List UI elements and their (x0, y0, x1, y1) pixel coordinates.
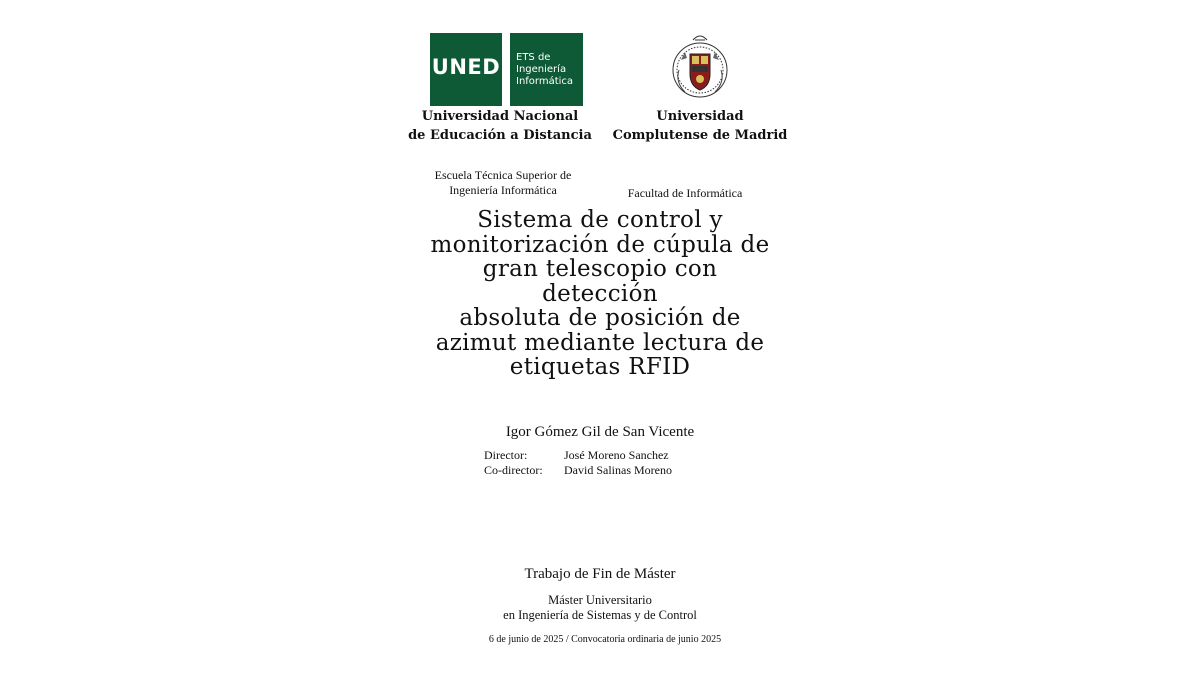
title-line: azimut mediante lectura de (435, 329, 765, 356)
school-line: Ingeniería Informática (449, 183, 557, 197)
ucm-name-line: Complutense de Madrid (612, 128, 788, 143)
ucm-faculty-name: Facultad de Informática (627, 186, 743, 200)
title-line: monitorización de cúpula de (430, 231, 770, 258)
title-line: absoluta de posición de (459, 305, 741, 331)
school-line: Escuela Técnica Superior de (434, 168, 572, 182)
supervisor-name: David Salinas Moreno (564, 463, 672, 477)
supervisor-name: José Moreno Sanchez (564, 448, 669, 462)
title-line: Sistema de control y (477, 207, 723, 233)
submission-date: 6 de junio de 2025 / Convocatoria ordinaria de junio 2025 (488, 634, 722, 645)
supervisor-row (484, 463, 672, 478)
title-line: gran telescopio con (482, 256, 718, 282)
work-type: Trabajo de Fin de Máster (524, 566, 676, 582)
title-line: etiquetas RFID (509, 354, 691, 380)
degree-name (450, 593, 750, 623)
uned-logo (430, 33, 502, 106)
ets-line: Informática (516, 76, 574, 87)
ucm-name-line: Universidad (656, 109, 744, 124)
uned-school-name (420, 168, 586, 198)
uned-name-line: de Educación a Distancia (408, 128, 592, 143)
thesis-title (380, 208, 820, 380)
supervisor-role: Co-director: (484, 463, 543, 477)
ets-logo-text (516, 52, 573, 88)
ucm-university-name (600, 107, 800, 145)
ets-line: ETS de (516, 52, 551, 63)
degree-line: Máster Universitario (548, 593, 652, 607)
uned-university-name (400, 107, 600, 145)
ets-logo (510, 33, 583, 106)
degree-line: en Ingeniería de Sistemas y de Control (503, 608, 697, 622)
title-line: detección (542, 280, 658, 307)
author-name: Igor Gómez Gil de San Vicente (505, 424, 695, 440)
supervisors (484, 448, 672, 478)
supervisor-role: Director: (484, 448, 528, 462)
ucm-crest-icon (665, 30, 735, 106)
supervisor-row (484, 448, 672, 463)
ets-line: Ingeniería (516, 64, 567, 75)
uned-wordmark: UNED (431, 55, 501, 79)
uned-name-line: Universidad Nacional (421, 109, 579, 124)
